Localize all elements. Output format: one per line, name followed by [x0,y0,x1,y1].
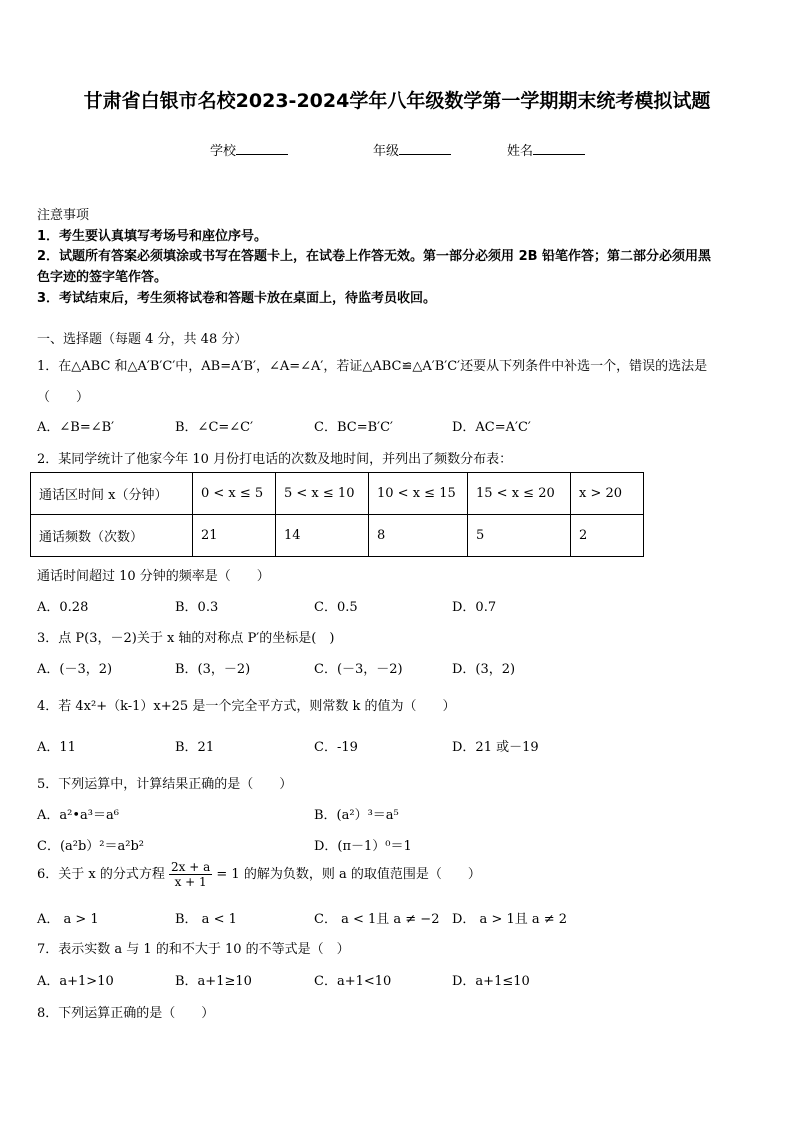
table-header-cell: 通话区时间 x（分钟） [31,473,193,515]
name-label: 姓名 [507,144,534,159]
school-label: 学校 [210,144,237,159]
table-header-cell: x > 20 [571,473,644,515]
table-cell: 14 [276,515,369,557]
option-a: A． a > 1 [37,912,99,927]
school-field [210,140,288,159]
section-heading: 一、选择题（每题 4 分，共 48 分） [37,332,248,347]
option-a: A．11 [37,740,76,755]
table-row [31,473,644,515]
option-d: D．a+1≤10 [452,974,530,989]
table-cell: 5 [468,515,571,557]
option-b: B．a+1≥10 [175,974,252,989]
grade-blank [399,142,451,155]
question-stem: 3．点 P(3，－2)关于 x 轴的对称点 P′的坐标是( ) [37,631,335,646]
option-d: D． a > 1且 a ≠ 2 [452,912,568,927]
option-b: B．0.3 [175,600,219,615]
frequency-table [30,472,644,557]
question-stem: 2．某同学统计了他家今年 10 月份打电话的次数及地时间，并列出了频数分布表： [37,452,513,467]
stem-after: = 1 的解为负数，则 a 的取值范围是（ ） [216,867,481,882]
table-cell: 21 [193,515,276,557]
table-header-cell: 5 < x ≤ 10 [276,473,369,515]
question-stem: 4．若 4x²+（k-1）x+25 是一个完全平方式，则常数 k 的值为（ ） [37,699,456,714]
option-a: A．0.28 [37,600,89,615]
option-d: D．AC=A′C′ [452,420,531,435]
notice-item: 色字迹的签字笔作答。 [37,270,168,285]
notice-item: 2．试题所有答案必须填涂或书写在答题卡上，在试卷上作答无效。第一部分必须用 2B 铅笔作答；第二部分必须用黑 [37,249,712,264]
question-stem: 5．下列运算中，计算结果正确的是（ ） [37,777,293,792]
option-a: A．(－3，2) [37,662,113,677]
name-field [507,140,585,159]
table-header-cell: 15 < x ≤ 20 [468,473,571,515]
option-d: D．(π－1）⁰＝1 [314,839,412,854]
option-a: A．a+1>10 [37,974,114,989]
notice-item: 3．考试结束后，考生须将试卷和答题卡放在桌面上，待监考员收回。 [37,291,437,306]
option-c: C．-19 [314,740,358,755]
option-c: C．(a²b）²＝a²b² [37,839,145,854]
table-header-cell: 10 < x ≤ 15 [369,473,468,515]
option-c: C．0.5 [314,600,358,615]
page-title: 甘肃省白银市名校2023-2024学年八年级数学第一学期期末统考模拟试题 [83,90,711,112]
question-stem [37,860,481,889]
option-c: C． a < 1且 a ≠ −2 [314,912,440,927]
option-b: B． a < 1 [175,912,237,927]
question-text: 通话时间超过 10 分钟的频率是（ ） [37,569,270,584]
option-b: B．∠C=∠C′ [175,420,254,435]
table-header-cell: 0 < x ≤ 5 [193,473,276,515]
stem-before: 6．关于 x 的分式方程 [37,867,165,882]
option-a: A．a²•a³＝a⁶ [37,808,119,823]
option-b: B．21 [175,740,215,755]
question-stem: 8．下列运算正确的是（ ） [37,1006,215,1021]
option-c: C．(－3，－2) [314,662,403,677]
notice-heading: 注意事项 [37,208,90,223]
table-cell: 通话频数（次数） [31,515,193,557]
school-blank [236,142,288,155]
option-c: C．BC=B′C′ [314,420,393,435]
option-b: B．(3，－2) [175,662,251,677]
answer-paren: （ ） [37,390,90,405]
grade-field [373,140,451,159]
option-d: D．(3，2) [452,662,516,677]
question-stem: 1．在△ABC 和△A′B′C′中，AB=A′B′，∠A=∠A′，若证△ABC≌△A′B′C′还要从下列条件中补选一个，错误的选法是 [37,359,708,374]
option-a: A．∠B=∠B′ [37,420,115,435]
fraction-numerator: 2x + a [171,860,211,874]
question-stem: 7．表示实数 a 与 1 的和不大于 10 的不等式是（ ） [37,942,350,957]
option-b: B．(a²）³＝a⁵ [314,808,399,823]
notice-item: 1．考生要认真填写考场号和座位序号。 [37,229,268,244]
table-cell: 2 [571,515,644,557]
grade-label: 年级 [373,144,400,159]
option-d: D．21 或－19 [452,740,539,755]
option-c: C．a+1<10 [314,974,392,989]
option-d: D．0.7 [452,600,497,615]
fraction-denominator: x + 1 [174,875,207,889]
table-cell: 8 [369,515,468,557]
fraction [169,860,212,889]
table-row [31,515,644,557]
name-blank [533,142,585,155]
